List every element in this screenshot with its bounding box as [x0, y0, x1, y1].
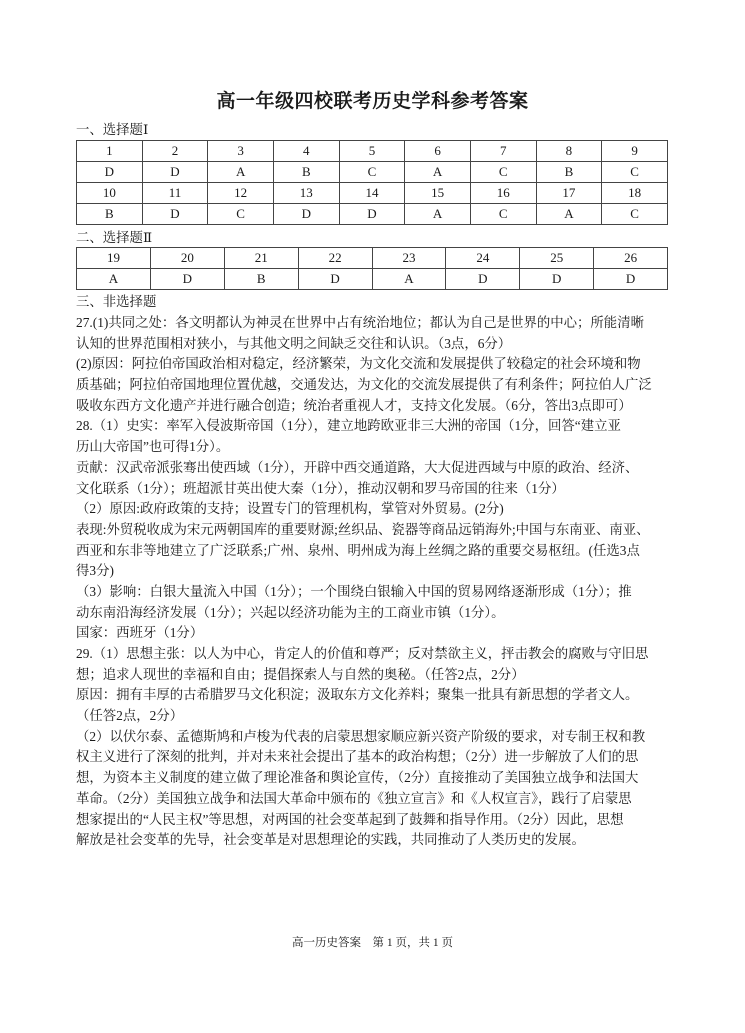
table-row: [77, 141, 668, 162]
answer-cell: C: [470, 204, 536, 225]
answer-cell: C: [339, 162, 405, 183]
answer-cell: A: [372, 269, 446, 290]
answer-table-1: [76, 140, 668, 225]
question-number-cell: 5: [339, 141, 405, 162]
question-number-cell: 7: [470, 141, 536, 162]
question-number-cell: 11: [142, 183, 208, 204]
answer-line: 认知的世界范围相对狭小，与其他文明之间缺乏交往和认识。（3点，6分）: [76, 335, 512, 351]
answer-cell: D: [77, 162, 143, 183]
answer-line: 29.（1）思想主张：以人为中心，肯定人的价值和尊严；反对禁欲主义，抨击教会的腐败与守旧思: [76, 646, 649, 661]
answer-line: 解放是社会变革的先导，社会变革是对思想理论的实践，共同推动了人类历史的发展。: [76, 832, 585, 848]
question-number-cell: 9: [602, 141, 668, 162]
question-number-cell: 19: [77, 248, 151, 269]
answer-cell: D: [520, 269, 594, 290]
question-number-cell: 22: [298, 248, 372, 269]
answer-cell: A: [77, 269, 151, 290]
section2-heading: 二、选择题Ⅱ: [76, 230, 153, 245]
question-number-cell: 12: [208, 183, 274, 204]
answer-line: 权主义进行了深刻的批判，并对未来社会提出了基本的政治构想；（2分）进一步解放了人们的思: [76, 749, 639, 765]
answer-line: （3）影响：白银大量流入中国（1分）；一个围绕白银输入中国的贸易网络逐渐形成（1分）；推: [76, 583, 632, 599]
question-number-cell: 21: [224, 248, 298, 269]
answer-cell: B: [224, 269, 298, 290]
answer-cell: C: [602, 162, 668, 183]
question-number-cell: 20: [150, 248, 224, 269]
answer-line: 国家：西班牙（1分）: [76, 625, 204, 641]
table-row: [77, 183, 668, 204]
question-number-cell: 18: [602, 183, 668, 204]
answer-line: （2）原因:政府政策的支持；设置专门的管理机构，掌管对外贸易。(2分): [76, 501, 504, 517]
answer-table-2: [76, 247, 668, 290]
answer-cell: A: [536, 204, 602, 225]
answer-line: (2)原因：阿拉伯帝国政治相对稳定，经济繁荣，为文化交流和发展提供了较稳定的社会环境和物: [76, 356, 641, 372]
answer-cell: A: [208, 162, 274, 183]
table-row: [77, 269, 668, 290]
table-row: [77, 248, 668, 269]
answer-line: 28.（1）史实：率军入侵波斯帝国（1分），建立地跨欧亚非三大洲的帝国（1分，回答“建立亚: [76, 418, 621, 434]
section1-heading: 一、选择题Ⅰ: [76, 122, 149, 137]
question-number-cell: 4: [273, 141, 339, 162]
answer-cell: B: [536, 162, 602, 183]
answer-cell: D: [142, 204, 208, 225]
question-number-cell: 26: [594, 248, 668, 269]
answer-line: 动东南沿海经济发展（1分）；兴起以经济功能为主的工商业市镇（1分）。: [76, 604, 505, 620]
answer-cell: D: [298, 269, 372, 290]
page-title: 高一年级四校联考历史学科参考答案: [216, 90, 529, 112]
answer-line: 得3分): [76, 563, 114, 579]
answer-line: 想；追求人现世的幸福和自由；提倡探索人与自然的奥秘。（任答2点，2分）: [76, 666, 525, 682]
answer-cell: D: [446, 269, 520, 290]
answer-cell: B: [77, 204, 143, 225]
answer-line: 原因：拥有丰厚的古希腊罗马文化积淀；汲取东方文化养料；聚集一批具有新思想的学者文人。: [76, 687, 639, 703]
answer-cell: C: [470, 162, 536, 183]
section3-heading: 三、非选择题: [76, 294, 157, 309]
answer-cell: D: [339, 204, 405, 225]
answer-line: 革命。（2分）美国独立战争和法国大革命中颁布的《独立宣言》和《人权宣言》，践行了启蒙思: [76, 790, 632, 806]
question-number-cell: 1: [77, 141, 143, 162]
answer-line: 贡献：汉武帝派张骞出使西域（1分），开辟中西交通道路，大大促进西域与中原的政治、经济、: [76, 459, 639, 475]
answer-cell: D: [142, 162, 208, 183]
answer-cell: C: [602, 204, 668, 225]
answer-cell: B: [273, 162, 339, 183]
table-row: [77, 162, 668, 183]
answer-line: 想，为资本主义制度的建立做了理论准备和舆论宣传，（2分）直接推动了美国独立战争和法国大: [76, 770, 639, 786]
answer-line: 想家提出的“人民主权”等思想，对两国的社会变革起到了鼓舞和指导作用。（2分）因此，思想: [76, 811, 624, 827]
question-number-cell: 24: [446, 248, 520, 269]
question-number-cell: 2: [142, 141, 208, 162]
answer-cell: D: [273, 204, 339, 225]
answer-cell: A: [405, 204, 471, 225]
answer-body: [76, 313, 676, 851]
question-number-cell: 13: [273, 183, 339, 204]
answer-line: （2）以伏尔泰、孟德斯鸠和卢梭为代表的启蒙思想家顺应新兴资产阶级的要求，对专制王权和教: [76, 728, 646, 744]
answer-cell: D: [594, 269, 668, 290]
table-row: [77, 204, 668, 225]
question-number-cell: 14: [339, 183, 405, 204]
answer-cell: D: [150, 269, 224, 290]
answer-cell: C: [208, 204, 274, 225]
answer-line: （任答2点，2分）: [76, 708, 184, 724]
question-number-cell: 25: [520, 248, 594, 269]
question-number-cell: 3: [208, 141, 274, 162]
answer-line: 表现:外贸税收成为宋元两朝国库的重要财源;丝织品、瓷器等商品远销海外;中国与东南亚、南亚、: [76, 521, 650, 537]
answer-line: 文化联系（1分）；班超派甘英出使大秦（1分），推动汉朝和罗马帝国的往来（1分）: [76, 480, 565, 496]
question-number-cell: 10: [77, 183, 143, 204]
question-number-cell: 6: [405, 141, 471, 162]
answer-line: 吸收东西方文化遗产并进行融合创造；统治者重视人才，支持文化发展。（6分，答出3点即可）: [76, 397, 632, 413]
answer-line: 质基础；阿拉伯帝国地理位置优越，交通发达，为文化的交流发展提供了有利条件；阿拉伯人广泛: [76, 377, 652, 393]
question-number-cell: 17: [536, 183, 602, 204]
answer-cell: A: [405, 162, 471, 183]
answer-line: 27.(1)共同之处：各文明都认为神灵在世界中占有统治地位；都认为自己是世界的中心；所能清晰: [76, 315, 644, 330]
answer-line: 历山大帝国”也可得1分）。: [76, 439, 230, 455]
answer-line: 西亚和东非等地建立了广泛联系;广州、泉州、明州成为海上丝绸之路的重要交易枢纽。(任选3点: [76, 542, 640, 558]
question-number-cell: 23: [372, 248, 446, 269]
page-footer: 高一历史答案 第 1 页，共 1 页: [292, 937, 453, 949]
question-number-cell: 16: [470, 183, 536, 204]
question-number-cell: 8: [536, 141, 602, 162]
question-number-cell: 15: [405, 183, 471, 204]
